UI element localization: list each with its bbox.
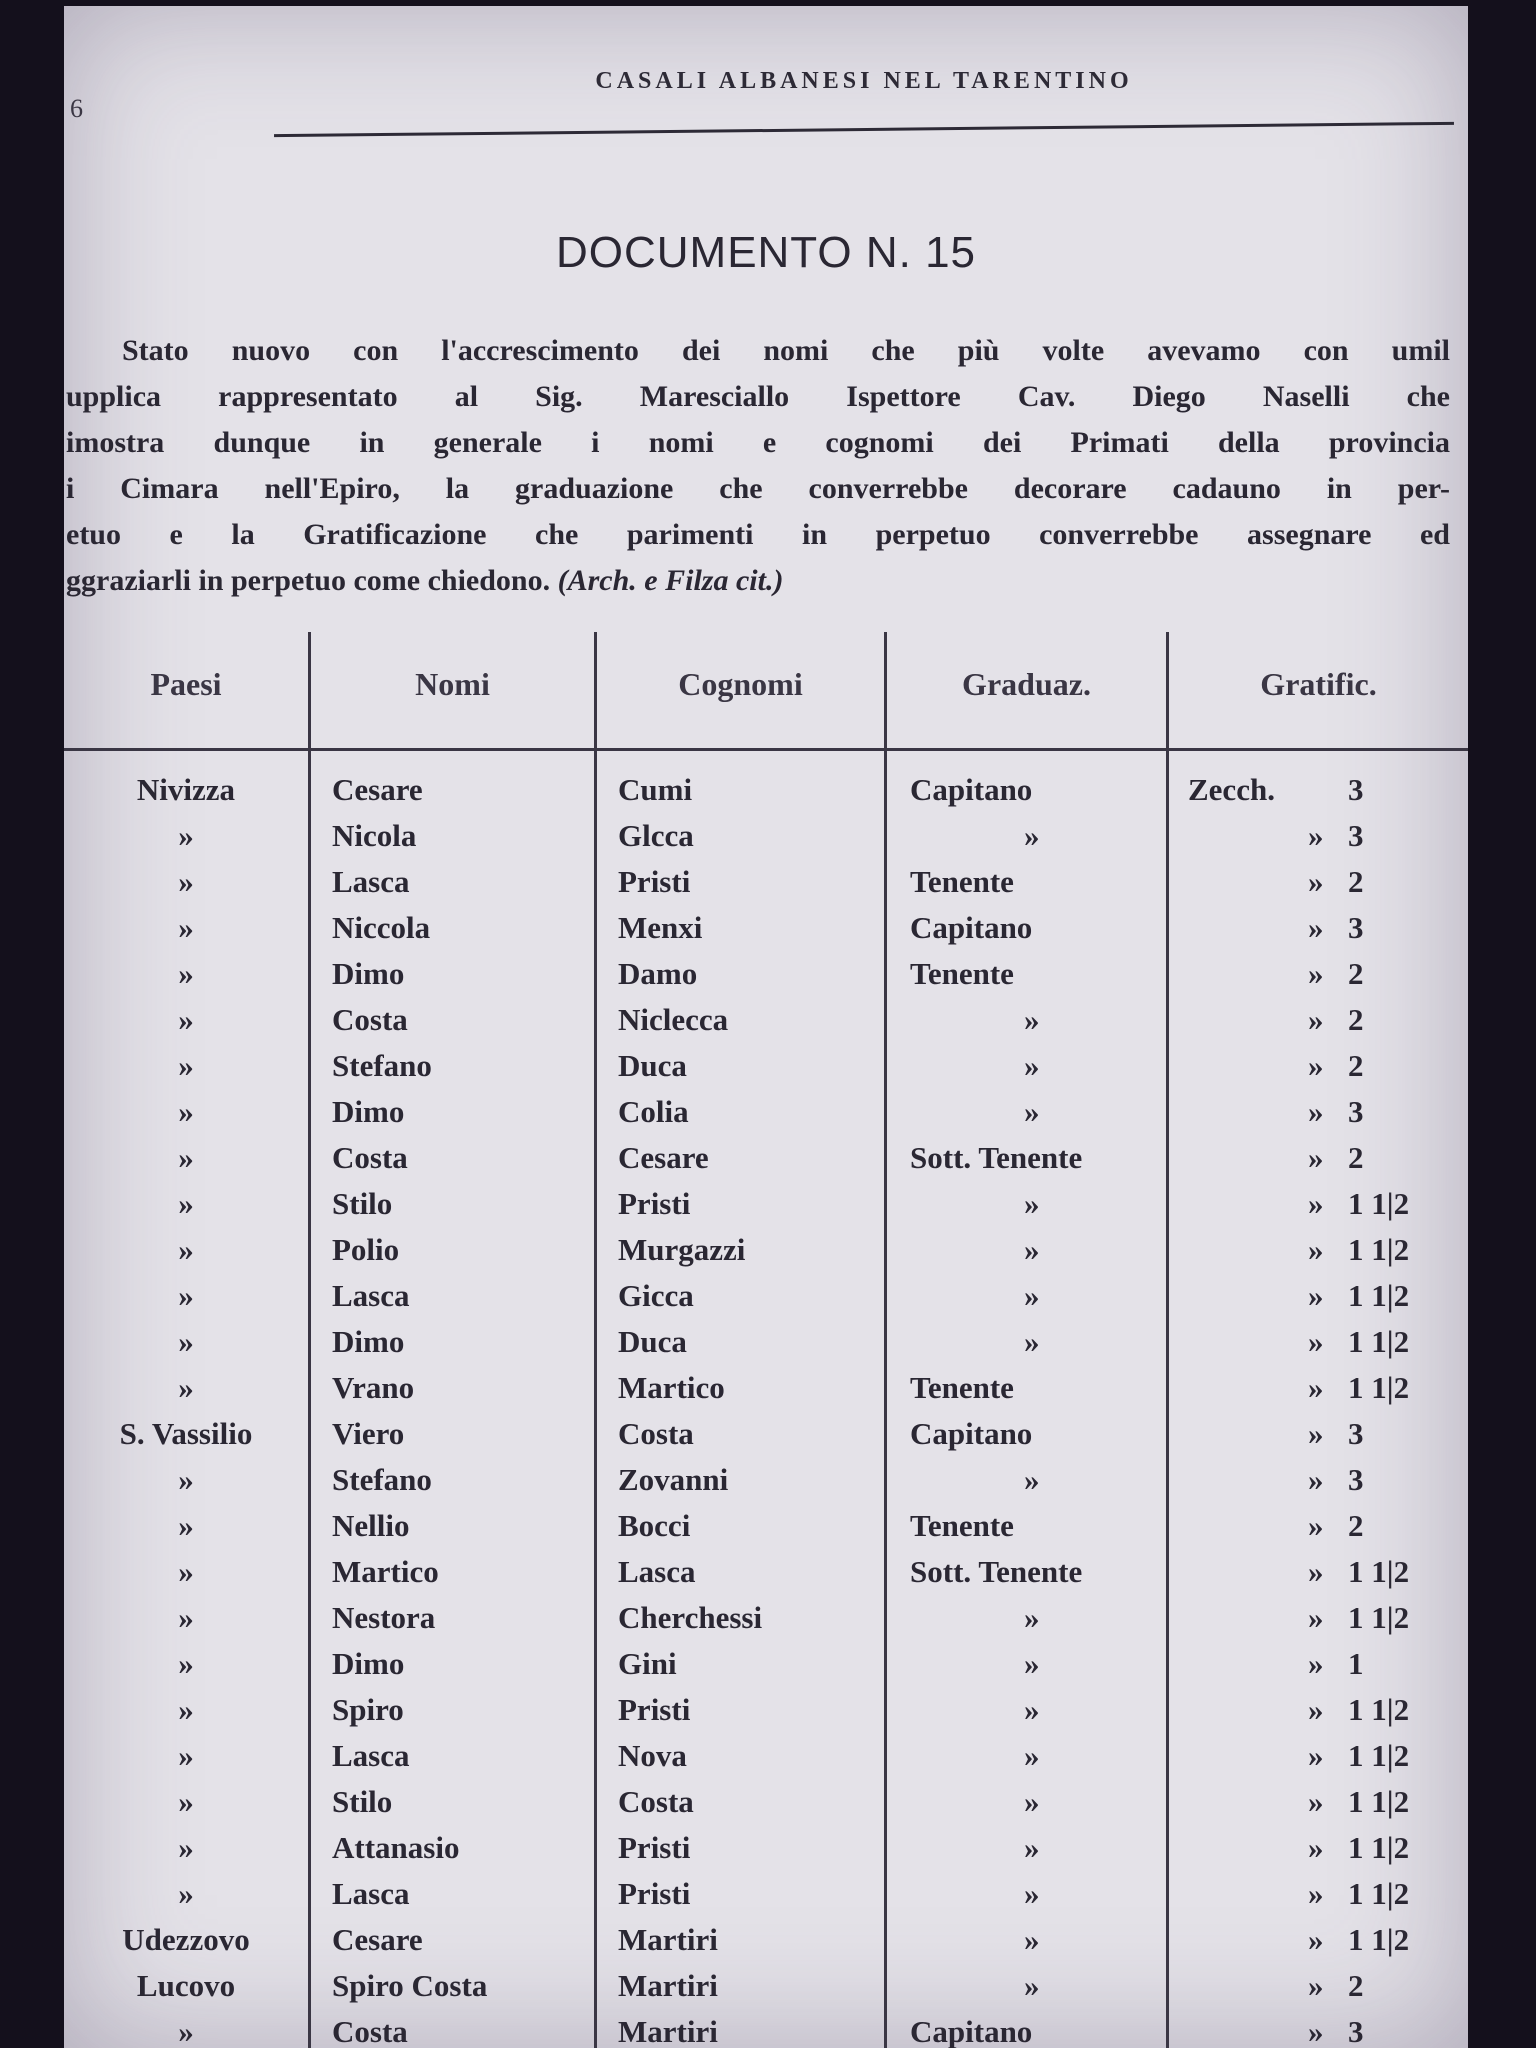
- cell-paese: »: [178, 1738, 194, 1773]
- cell-cognome: Bocci: [618, 1508, 691, 1543]
- cell-cognome: Martiri: [618, 1922, 718, 1957]
- header-gratificazione: Gratific.: [1260, 666, 1377, 702]
- table-row: [64, 1738, 1468, 1784]
- cell-paese: »: [178, 2014, 194, 2048]
- intro-line: upplica rappresentato al Sig. Maresciallo Ispettore Cav. Diego Naselli che: [66, 380, 1450, 413]
- table-row: [64, 1324, 1468, 1370]
- gratific-unit: »: [1308, 1048, 1324, 1083]
- cell-paese: Lucovo: [136, 1968, 236, 2003]
- header-graduazione: Graduaz.: [962, 666, 1091, 702]
- cell-gratificazione: [1188, 772, 1438, 808]
- table-row: [64, 956, 1468, 1002]
- intro-line: Stato nuovo con l'accrescimento dei nomi che più volte avevamo con umil: [122, 334, 1450, 367]
- cell-paese: »: [178, 1462, 194, 1497]
- cell-nome: Cesare: [332, 772, 423, 807]
- table-row: [64, 1232, 1468, 1278]
- cell-graduazione: Sott. Tenente: [910, 1554, 1083, 1589]
- cell-cognome: Gini: [618, 1646, 677, 1681]
- table-row: [64, 1048, 1468, 1094]
- gratific-value: 1 1|2: [1348, 1324, 1410, 1359]
- cell-nome: Viero: [332, 1416, 405, 1451]
- gratific-unit: »: [1308, 1416, 1324, 1451]
- cell-nome: Stilo: [332, 1784, 393, 1819]
- intro-line: i Cimara nell'Epiro, la graduazione che converrebbe decorare cadauno in per-: [66, 472, 1450, 505]
- cell-graduazione: »: [1024, 1784, 1040, 1819]
- gratific-value: 1: [1348, 1646, 1364, 1681]
- cell-graduazione: »: [1024, 1278, 1040, 1313]
- cell-paese: »: [178, 910, 194, 945]
- cell-cognome: Pristi: [618, 1830, 691, 1865]
- gratific-value: 1 1|2: [1348, 1278, 1410, 1313]
- cell-nome: Lasca: [332, 864, 410, 899]
- table-row: [64, 864, 1468, 910]
- cell-nome: Stilo: [332, 1186, 393, 1221]
- cell-paese: »: [178, 1370, 194, 1405]
- cell-nome: Martico: [332, 1554, 439, 1589]
- cell-cognome: Colia: [618, 1094, 689, 1129]
- gratific-value: 3: [1348, 1094, 1364, 1129]
- cell-cognome: Martiri: [618, 1968, 718, 2003]
- table-row: [64, 1508, 1468, 1554]
- table-row: [64, 1692, 1468, 1738]
- cell-cognome: Duca: [618, 1324, 687, 1359]
- cell-nome: Cesare: [332, 1922, 423, 1957]
- cell-cognome: Pristi: [618, 1186, 691, 1221]
- cell-paese: »: [178, 1646, 194, 1681]
- table-row: [64, 1784, 1468, 1830]
- cell-paese: »: [178, 1002, 194, 1037]
- cell-nome: Lasca: [332, 1738, 410, 1773]
- cell-cognome: Nova: [618, 1738, 687, 1773]
- cell-nome: Nellio: [332, 1508, 410, 1543]
- table-row: [64, 1968, 1468, 2014]
- gratific-unit: »: [1308, 1508, 1324, 1543]
- table-row: [64, 1186, 1468, 1232]
- cell-graduazione: »: [1024, 1232, 1040, 1267]
- cell-graduazione: »: [1024, 818, 1040, 853]
- gratific-value: 1 1|2: [1348, 1600, 1410, 1635]
- cell-paese: »: [178, 1692, 194, 1727]
- table-row: [64, 1600, 1468, 1646]
- gratific-unit: »: [1308, 1140, 1324, 1175]
- gratific-unit: »: [1308, 1968, 1324, 2003]
- gratific-unit: »: [1308, 1876, 1324, 1911]
- table-row: [64, 1002, 1468, 1048]
- gratific-unit: »: [1308, 1922, 1324, 1957]
- cell-cognome: Cherchessi: [618, 1600, 763, 1635]
- cell-paese: »: [178, 1048, 194, 1083]
- header-divider: [64, 748, 1468, 751]
- cell-graduazione: »: [1024, 1922, 1040, 1957]
- cell-nome: Dimo: [332, 956, 405, 991]
- cell-cognome: Cumi: [618, 772, 693, 807]
- cell-nome: Stefano: [332, 1048, 432, 1083]
- gratific-unit: »: [1308, 956, 1324, 991]
- cell-nome: Costa: [332, 2014, 408, 2048]
- gratific-unit: »: [1308, 1232, 1324, 1267]
- cell-nome: Spiro: [332, 1692, 404, 1727]
- gratific-value: 3: [1348, 1462, 1364, 1497]
- cell-graduazione: Capitano: [910, 2014, 1033, 2048]
- gratific-value: 1 1|2: [1348, 1784, 1410, 1819]
- table-body: [64, 772, 1468, 2048]
- cell-cognome: Gicca: [618, 1278, 694, 1313]
- cell-paese: »: [178, 1876, 194, 1911]
- header-cognomi: Cognomi: [678, 666, 803, 702]
- cell-paese: »: [178, 1186, 194, 1221]
- cell-cognome: Martiri: [618, 2014, 718, 2048]
- cell-nome: Polio: [332, 1232, 400, 1267]
- table-row: [64, 1278, 1468, 1324]
- cell-graduazione: »: [1024, 1462, 1040, 1497]
- gratific-value: 2: [1348, 1140, 1364, 1175]
- cell-graduazione: »: [1024, 1646, 1040, 1681]
- cell-cognome: Glcca: [618, 818, 694, 853]
- cell-graduazione: Capitano: [910, 772, 1033, 807]
- cell-cognome: Zovanni: [618, 1462, 729, 1497]
- cell-cognome: Duca: [618, 1048, 687, 1083]
- cell-cognome: Pristi: [618, 1876, 691, 1911]
- header-paesi: Paesi: [150, 666, 222, 702]
- gratific-value: 3: [1348, 910, 1364, 945]
- cell-paese: »: [178, 864, 194, 899]
- cell-paese: »: [178, 1140, 194, 1175]
- gratific-unit: »: [1308, 1462, 1324, 1497]
- gratific-unit: »: [1308, 864, 1324, 899]
- cell-graduazione: Sott. Tenente: [910, 1140, 1083, 1175]
- intro-line-last: [66, 558, 1450, 604]
- gratific-value: 2: [1348, 1048, 1364, 1083]
- cell-graduazione: »: [1024, 1876, 1040, 1911]
- cell-graduazione: Capitano: [910, 1416, 1033, 1451]
- gratific-value: 2: [1348, 1968, 1364, 2003]
- table-row: [64, 1922, 1468, 1968]
- cell-graduazione: »: [1024, 1968, 1040, 2003]
- gratific-unit: »: [1308, 910, 1324, 945]
- cell-cognome: Martico: [618, 1370, 725, 1405]
- cell-graduazione: »: [1024, 1738, 1040, 1773]
- gratific-unit: »: [1308, 818, 1324, 853]
- cell-cognome: Pristi: [618, 1692, 691, 1727]
- cell-graduazione: Tenente: [910, 1508, 1014, 1543]
- cell-cognome: Lasca: [618, 1554, 696, 1589]
- cell-paese: »: [178, 1600, 194, 1635]
- gratific-value: 1 1|2: [1348, 1186, 1410, 1221]
- cell-paese: »: [178, 1094, 194, 1129]
- cell-paese: Udezzovo: [122, 1922, 250, 1957]
- cell-paese: Nivizza: [136, 772, 236, 807]
- cell-paese: »: [178, 1830, 194, 1865]
- table-row: [64, 2014, 1468, 2048]
- gratific-value: 3: [1348, 1416, 1364, 1451]
- cell-nome: Dimo: [332, 1324, 405, 1359]
- cell-graduazione: »: [1024, 1600, 1040, 1635]
- table-row: [64, 1646, 1468, 1692]
- cell-graduazione: »: [1024, 1002, 1040, 1037]
- cell-nome: Lasca: [332, 1876, 410, 1911]
- cell-cognome: Damo: [618, 956, 698, 991]
- gratific-value: 2: [1348, 956, 1364, 991]
- gratific-unit: »: [1308, 1738, 1324, 1773]
- gratific-unit: Zecch.: [1188, 772, 1275, 807]
- cell-nome: Attanasio: [332, 1830, 460, 1865]
- cell-paese: »: [178, 1554, 194, 1589]
- cell-nome: Costa: [332, 1140, 408, 1175]
- intro-line: imostra dunque in generale i nomi e cognomi dei Primati della provincia: [66, 426, 1450, 459]
- cell-cognome: Costa: [618, 1784, 694, 1819]
- cell-graduazione: Tenente: [910, 864, 1014, 899]
- gratific-value: 1 1|2: [1348, 1554, 1410, 1589]
- gratific-unit: »: [1308, 1692, 1324, 1727]
- cell-graduazione: »: [1024, 1692, 1040, 1727]
- gratific-value: 1 1|2: [1348, 1232, 1410, 1267]
- intro-citation: (Arch. e Filza cit.): [557, 564, 784, 597]
- gratific-unit: »: [1308, 1784, 1324, 1819]
- gratific-value: 1 1|2: [1348, 1876, 1410, 1911]
- cell-graduazione: »: [1024, 1186, 1040, 1221]
- cell-nome: Dimo: [332, 1646, 405, 1681]
- table-row: [64, 910, 1468, 956]
- cell-graduazione: »: [1024, 1094, 1040, 1129]
- gratific-value: 1 1|2: [1348, 1830, 1410, 1865]
- cell-graduazione: Capitano: [910, 910, 1033, 945]
- intro-line: ggraziarli in perpetuo come chiedono.: [66, 564, 551, 597]
- cell-paese: »: [178, 1508, 194, 1543]
- cell-nome: Dimo: [332, 1094, 405, 1129]
- cell-paese: »: [178, 1278, 194, 1313]
- gratific-unit: »: [1308, 1278, 1324, 1313]
- cell-paese: S. Vassilio: [119, 1416, 253, 1451]
- cell-graduazione: Tenente: [910, 956, 1014, 991]
- table-row: [64, 1094, 1468, 1140]
- gratific-unit: »: [1308, 1002, 1324, 1037]
- table-row: [64, 818, 1468, 864]
- cell-graduazione: »: [1024, 1048, 1040, 1083]
- gratific-value: 1 1|2: [1348, 1370, 1410, 1405]
- gratific-unit: »: [1308, 1830, 1324, 1865]
- table-row: [64, 772, 1468, 818]
- cell-nome: Stefano: [332, 1462, 432, 1497]
- intro-paragraph: [66, 328, 1450, 604]
- cell-cognome: Costa: [618, 1416, 694, 1451]
- page-number: 6: [70, 94, 83, 123]
- table-row: [64, 1370, 1468, 1416]
- gratific-value: 2: [1348, 1508, 1364, 1543]
- cell-nome: Vrano: [332, 1370, 415, 1405]
- document-page: [64, 6, 1468, 2048]
- table-row: [64, 1416, 1468, 1462]
- table-row: [64, 1876, 1468, 1922]
- cell-paese: »: [178, 818, 194, 853]
- running-head: CASALI ALBANESI NEL TARENTINO: [595, 68, 1133, 94]
- header-rule: [274, 122, 1454, 137]
- table-row: [64, 1554, 1468, 1600]
- primati-table: [64, 632, 1468, 2048]
- cell-graduazione: Tenente: [910, 1370, 1014, 1405]
- cell-graduazione: »: [1024, 1324, 1040, 1359]
- cell-paese: »: [178, 1232, 194, 1267]
- gratific-value: 1 1|2: [1348, 1738, 1410, 1773]
- gratific-unit: »: [1308, 1370, 1324, 1405]
- gratific-value: 3: [1348, 818, 1364, 853]
- cell-cognome: Cesare: [618, 1140, 709, 1175]
- cell-cognome: Niclecca: [618, 1002, 729, 1037]
- cell-nome: Nicola: [332, 818, 417, 853]
- gratific-value: 3: [1348, 2014, 1364, 2048]
- gratific-unit: »: [1308, 1646, 1324, 1681]
- header-nomi: Nomi: [415, 666, 490, 702]
- document-title: DOCUMENTO N. 15: [555, 228, 977, 277]
- cell-nome: Costa: [332, 1002, 408, 1037]
- cell-graduazione: »: [1024, 1830, 1040, 1865]
- cell-paese: »: [178, 1784, 194, 1819]
- gratific-value: 3: [1348, 772, 1364, 807]
- table-row: [64, 1830, 1468, 1876]
- gratific-unit: »: [1308, 1094, 1324, 1129]
- gratific-value: 2: [1348, 1002, 1364, 1037]
- gratific-unit: »: [1308, 1186, 1324, 1221]
- cell-cognome: Pristi: [618, 864, 691, 899]
- gratific-value: 1 1|2: [1348, 1692, 1410, 1727]
- gratific-value: 2: [1348, 864, 1364, 899]
- gratific-unit: »: [1308, 2014, 1324, 2048]
- table-row: [64, 1462, 1468, 1508]
- cell-nome: Lasca: [332, 1278, 410, 1313]
- gratific-unit: »: [1308, 1600, 1324, 1635]
- cell-cognome: Menxi: [618, 910, 703, 945]
- cell-paese: »: [178, 956, 194, 991]
- cell-cognome: Murgazzi: [618, 1232, 746, 1267]
- table-row: [64, 1140, 1468, 1186]
- cell-nome: Niccola: [332, 910, 431, 945]
- gratific-unit: »: [1308, 1324, 1324, 1359]
- cell-nome: Nestora: [332, 1600, 436, 1635]
- intro-line: etuo e la Gratificazione che parimenti in perpetuo converrebbe assegnare ed: [66, 518, 1450, 551]
- cell-nome: Spiro Costa: [332, 1968, 488, 2003]
- cell-paese: »: [178, 1324, 194, 1359]
- gratific-value: 1 1|2: [1348, 1922, 1410, 1957]
- gratific-unit: »: [1308, 1554, 1324, 1589]
